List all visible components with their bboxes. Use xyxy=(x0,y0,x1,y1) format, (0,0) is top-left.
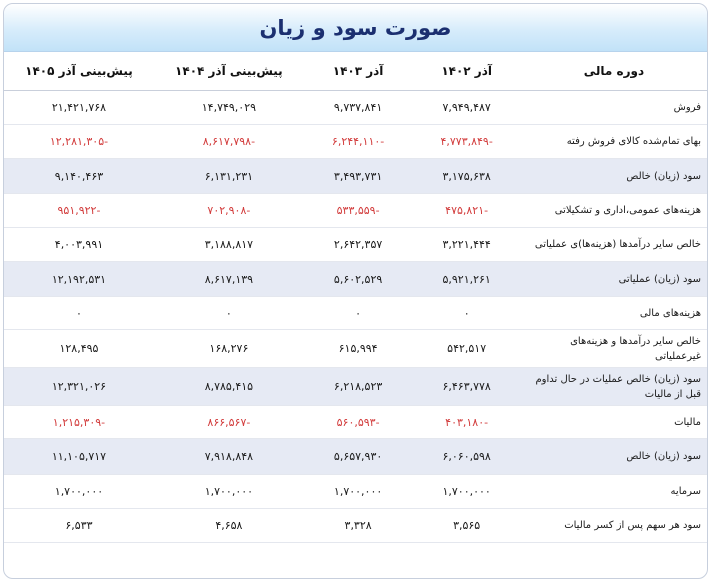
row-value: -۶,۲۴۴,۱۱۰ xyxy=(304,125,413,159)
row-value: -۸۶۶,۵۶۷ xyxy=(154,406,304,439)
row-value: ۳,۱۸۸,۸۱۷ xyxy=(154,228,304,262)
row-value: -۱,۲۱۵,۳۰۹ xyxy=(4,406,154,439)
income-statement-table xyxy=(4,52,707,543)
row-value: ۹,۷۳۷,۸۴۱ xyxy=(304,91,413,125)
row-label: فروش xyxy=(521,91,707,125)
row-value: ۷,۹۱۸,۸۴۸ xyxy=(154,439,304,475)
row-value: ۳,۳۲۸ xyxy=(304,509,413,543)
table-row xyxy=(4,297,707,330)
row-value: ۴,۶۵۸ xyxy=(154,509,304,543)
row-value: ۱,۷۰۰,۰۰۰ xyxy=(304,475,413,509)
row-value: ۵,۶۵۷,۹۳۰ xyxy=(304,439,413,475)
header-col-1403: آذر ۱۴۰۳ xyxy=(304,52,413,91)
row-value: -۵۳۳,۵۵۹ xyxy=(304,194,413,228)
row-label: خالص سایر درآمدها و هزینه‌های غیرعملیاتی xyxy=(521,330,707,368)
row-value: ۹,۱۴۰,۴۶۳ xyxy=(4,159,154,194)
row-value: ۱,۷۰۰,۰۰۰ xyxy=(154,475,304,509)
row-value: -۵۶۰,۵۹۳ xyxy=(304,406,413,439)
table-row xyxy=(4,194,707,228)
row-label: سود (زیان) خالص xyxy=(521,439,707,475)
row-value: ۳,۱۷۵,۶۳۸ xyxy=(412,159,521,194)
row-value: ۰ xyxy=(154,297,304,330)
row-label: هزینه‌های عمومی،اداری و تشکیلاتی xyxy=(521,194,707,228)
row-value: ۶۱۵,۹۹۴ xyxy=(304,330,413,368)
row-value: ۶,۱۳۱,۲۳۱ xyxy=(154,159,304,194)
row-value: ۱۱,۱۰۵,۷۱۷ xyxy=(4,439,154,475)
table-row xyxy=(4,125,707,159)
table-row xyxy=(4,91,707,125)
row-value: ۱۴,۷۴۹,۰۲۹ xyxy=(154,91,304,125)
row-label: سود (زیان) خالص عملیات در حال تداوم قبل از مالیات xyxy=(521,368,707,406)
row-value: ۳,۲۲۱,۴۴۴ xyxy=(412,228,521,262)
row-label: سود (زیان) عملیاتی xyxy=(521,262,707,297)
table-row xyxy=(4,475,707,509)
row-value: ۴,۰۰۳,۹۹۱ xyxy=(4,228,154,262)
title-bar xyxy=(4,4,707,52)
row-label: بهای تمام‌شده کالای فروش رفته xyxy=(521,125,707,159)
row-value: ۱۲,۱۹۲,۵۳۱ xyxy=(4,262,154,297)
row-value: -۷۰۲,۹۰۸ xyxy=(154,194,304,228)
header-period: دوره مالی xyxy=(521,52,707,91)
income-statement-card xyxy=(3,3,708,579)
page-title: صورت سود و زیان xyxy=(259,15,452,40)
row-value: ۱۶۸,۲۷۶ xyxy=(154,330,304,368)
header-row xyxy=(4,52,707,91)
row-label: سود (زیان) خالص xyxy=(521,159,707,194)
row-value: ۳,۴۹۳,۷۳۱ xyxy=(304,159,413,194)
row-value: ۰ xyxy=(412,297,521,330)
row-value: -۹۵۱,۹۲۲ xyxy=(4,194,154,228)
row-value: -۱۲,۲۸۱,۳۰۵ xyxy=(4,125,154,159)
row-value: ۰ xyxy=(4,297,154,330)
table-row xyxy=(4,262,707,297)
row-value: ۸,۶۱۷,۱۳۹ xyxy=(154,262,304,297)
row-label: خالص سایر درآمدها (هزینه‌ها)ی عملیاتی xyxy=(521,228,707,262)
row-value: ۱,۷۰۰,۰۰۰ xyxy=(4,475,154,509)
row-value: -۴۰۳,۱۸۰ xyxy=(412,406,521,439)
row-value: ۶,۲۱۸,۵۲۳ xyxy=(304,368,413,406)
table-row xyxy=(4,439,707,475)
row-label: هزینه‌های مالی xyxy=(521,297,707,330)
row-value: ۲۱,۴۲۱,۷۶۸ xyxy=(4,91,154,125)
row-value: ۶,۴۶۳,۷۷۸ xyxy=(412,368,521,406)
table-row xyxy=(4,330,707,368)
row-value: ۰ xyxy=(304,297,413,330)
row-value: ۸,۷۸۵,۴۱۵ xyxy=(154,368,304,406)
header-col-1405-forecast: پیش‌بینی آذر ۱۴۰۵ xyxy=(4,52,154,91)
row-value: ۱۲,۳۲۱,۰۲۶ xyxy=(4,368,154,406)
row-label: سرمایه xyxy=(521,475,707,509)
table-body xyxy=(4,91,707,543)
row-value: ۱۲۸,۴۹۵ xyxy=(4,330,154,368)
header-col-1402: آذر ۱۴۰۲ xyxy=(412,52,521,91)
table-row xyxy=(4,228,707,262)
table-row xyxy=(4,406,707,439)
row-value: ۵,۹۲۱,۲۶۱ xyxy=(412,262,521,297)
table-row xyxy=(4,509,707,543)
table-row xyxy=(4,159,707,194)
row-value: -۸,۶۱۷,۷۹۸ xyxy=(154,125,304,159)
row-value: ۲,۶۴۲,۳۵۷ xyxy=(304,228,413,262)
row-value: -۴,۷۷۳,۸۴۹ xyxy=(412,125,521,159)
header-col-1404-forecast: پیش‌بینی آذر ۱۴۰۴ xyxy=(154,52,304,91)
table-row xyxy=(4,368,707,406)
row-value: ۶,۵۳۳ xyxy=(4,509,154,543)
row-value: -۴۷۵,۸۲۱ xyxy=(412,194,521,228)
row-label: مالیات xyxy=(521,406,707,439)
row-value: ۳,۵۶۵ xyxy=(412,509,521,543)
row-value: ۷,۹۴۹,۴۸۷ xyxy=(412,91,521,125)
row-value: ۵,۶۰۲,۵۲۹ xyxy=(304,262,413,297)
row-value: ۱,۷۰۰,۰۰۰ xyxy=(412,475,521,509)
row-label: سود هر سهم پس از کسر مالیات xyxy=(521,509,707,543)
row-value: ۶,۰۶۰,۵۹۸ xyxy=(412,439,521,475)
row-value: ۵۴۲,۵۱۷ xyxy=(412,330,521,368)
